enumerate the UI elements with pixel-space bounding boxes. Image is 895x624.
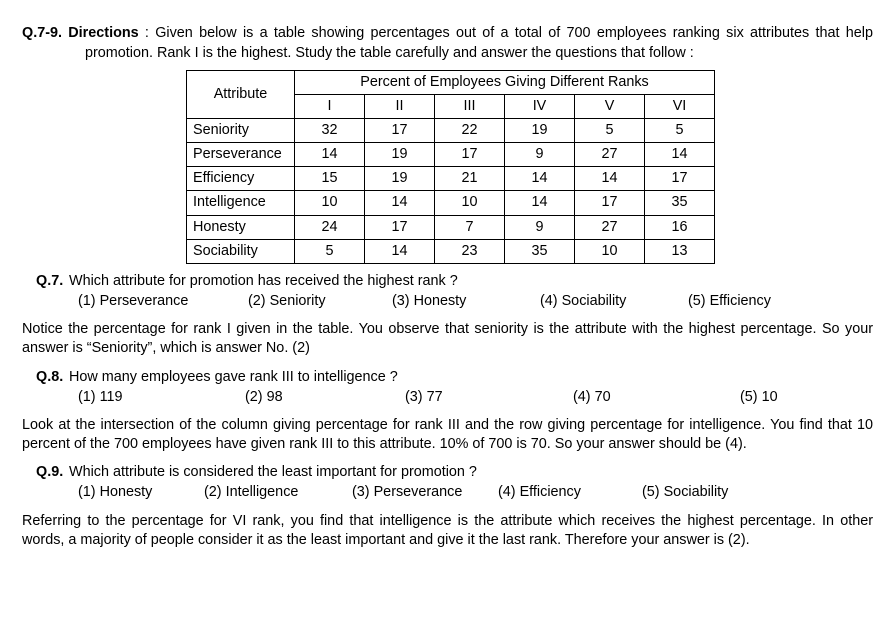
question-text-9: Which attribute is considered the least important for promotion ? — [69, 464, 477, 481]
option-9-4[interactable]: (4) Efficiency — [498, 484, 581, 501]
header-rank-6: VI — [645, 94, 715, 118]
cell-rank-4: 35 — [505, 239, 575, 263]
directions-paragraph — [22, 24, 873, 62]
cell-rank-3: 17 — [435, 143, 505, 167]
cell-rank-2: 19 — [365, 143, 435, 167]
option-7-4[interactable]: (4) Sociability — [540, 293, 627, 310]
option-8-3[interactable]: (3) 77 — [405, 388, 443, 405]
option-8-5[interactable]: (5) 10 — [740, 388, 778, 405]
question-text-8: How many employees gave rank III to intelligence ? — [69, 368, 398, 385]
cell-rank-5: 27 — [575, 215, 645, 239]
cell-rank-2: 17 — [365, 215, 435, 239]
cell-rank-3: 21 — [435, 167, 505, 191]
cell-rank-2: 19 — [365, 167, 435, 191]
ranks-table-container — [22, 70, 873, 264]
cell-rank-3: 10 — [435, 191, 505, 215]
cell-rank-5: 14 — [575, 167, 645, 191]
cell-rank-3: 22 — [435, 119, 505, 143]
cell-rank-1: 15 — [295, 167, 365, 191]
cell-rank-1: 32 — [295, 119, 365, 143]
cell-rank-4: 9 — [505, 143, 575, 167]
table-head — [187, 70, 715, 118]
option-7-5[interactable]: (5) Efficiency — [688, 293, 771, 310]
question-line-7 — [22, 272, 873, 291]
option-9-1[interactable]: (1) Honesty — [78, 484, 153, 501]
header-attribute: Attribute — [187, 70, 295, 118]
question-block-8 — [22, 368, 873, 407]
header-rank-5: V — [575, 94, 645, 118]
cell-rank-4: 9 — [505, 215, 575, 239]
option-9-5[interactable]: (5) Sociability — [642, 484, 729, 501]
table-row — [187, 191, 715, 215]
question-label-8: Q.8. — [36, 368, 64, 385]
cell-rank-1: 14 — [295, 143, 365, 167]
cell-rank-1: 10 — [295, 191, 365, 215]
row-attribute: Efficiency — [187, 167, 295, 191]
table-body — [187, 119, 715, 264]
cell-rank-2: 14 — [365, 191, 435, 215]
header-rank-4: IV — [505, 94, 575, 118]
header-rank-1: I — [295, 94, 365, 118]
cell-rank-5: 17 — [575, 191, 645, 215]
table-row — [187, 215, 715, 239]
directions-colon: : — [138, 25, 156, 42]
row-attribute: Sociability — [187, 239, 295, 263]
options-list-7 — [22, 292, 873, 311]
cell-rank-4: 14 — [505, 167, 575, 191]
option-7-1[interactable]: (1) Perseverance — [78, 293, 189, 310]
cell-rank-1: 24 — [295, 215, 365, 239]
options-list-8 — [22, 388, 873, 407]
option-8-1[interactable]: (1) 119 — [78, 388, 123, 405]
table-row — [187, 239, 715, 263]
cell-rank-6: 16 — [645, 215, 715, 239]
cell-rank-3: 23 — [435, 239, 505, 263]
ranks-table — [186, 70, 715, 264]
row-attribute: Intelligence — [187, 191, 295, 215]
option-9-2[interactable]: (2) Intelligence — [204, 484, 299, 501]
directions-question-range: Q.7-9. — [22, 25, 62, 42]
row-attribute: Seniority — [187, 119, 295, 143]
option-7-2[interactable]: (2) Seniority — [248, 293, 326, 310]
directions-heading: Directions — [68, 25, 139, 42]
cell-rank-1: 5 — [295, 239, 365, 263]
directions-body: Given below is a table showing percentages out of a total of 700 employees ranking six attributes that help promotion. Rank I is the highest. Study the table carefully and answer the questions that follow : — [85, 25, 873, 61]
header-rank-3: III — [435, 94, 505, 118]
cell-rank-6: 5 — [645, 119, 715, 143]
cell-rank-6: 13 — [645, 239, 715, 263]
explanation-8: Look at the intersection of the column giving percentage for rank III and the row giving percentage for intelligence. You find that 10 percent of the 700 employees have given rank III to this attribute. 10% of 700 is 70. So your answer should be (4). — [22, 416, 873, 453]
table-row — [187, 119, 715, 143]
question-block-7 — [22, 272, 873, 311]
option-8-4[interactable]: (4) 70 — [573, 388, 611, 405]
cell-rank-5: 10 — [575, 239, 645, 263]
question-line-9 — [22, 463, 873, 482]
cell-rank-5: 5 — [575, 119, 645, 143]
option-7-3[interactable]: (3) Honesty — [392, 293, 467, 310]
cell-rank-6: 35 — [645, 191, 715, 215]
cell-rank-4: 14 — [505, 191, 575, 215]
row-attribute: Honesty — [187, 215, 295, 239]
cell-rank-6: 17 — [645, 167, 715, 191]
table-header-row-1 — [187, 70, 715, 94]
question-label-9: Q.9. — [36, 464, 64, 481]
question-text-7: Which attribute for promotion has received the highest rank ? — [69, 272, 458, 289]
question-line-8 — [22, 368, 873, 387]
cell-rank-3: 7 — [435, 215, 505, 239]
option-8-2[interactable]: (2) 98 — [245, 388, 283, 405]
explanation-7: Notice the percentage for rank I given in the table. You observe that seniority is the attribute with the highest percentage. So your answer is “Seniority”, which is answer No. (2) — [22, 321, 873, 357]
cell-rank-2: 17 — [365, 119, 435, 143]
question-label-7: Q.7. — [36, 272, 64, 289]
row-attribute: Perseverance — [187, 143, 295, 167]
header-percent-span: Percent of Employees Giving Different Ranks — [295, 70, 715, 94]
cell-rank-5: 27 — [575, 143, 645, 167]
question-block-9 — [22, 463, 873, 502]
header-rank-2: II — [365, 94, 435, 118]
cell-rank-4: 19 — [505, 119, 575, 143]
options-list-9 — [22, 483, 873, 502]
explanation-9: Referring to the percentage for VI rank, you find that intelligence is the attribute which receives the highest percentage. In other words, a majority of people consider it as the least important and give it the last rank. Therefore your answer is (2). — [22, 512, 873, 548]
table-row — [187, 143, 715, 167]
option-9-3[interactable]: (3) Perseverance — [352, 484, 463, 501]
cell-rank-6: 14 — [645, 143, 715, 167]
cell-rank-2: 14 — [365, 239, 435, 263]
table-row — [187, 167, 715, 191]
